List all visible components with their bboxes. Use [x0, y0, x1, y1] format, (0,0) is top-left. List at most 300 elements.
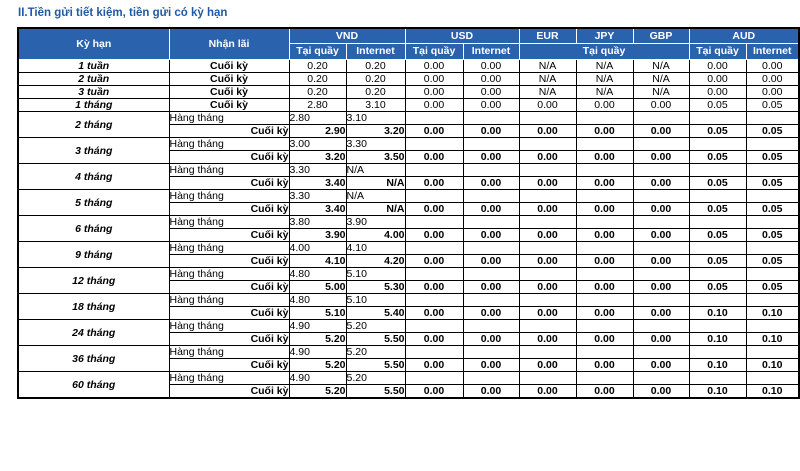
empty-cell [746, 138, 799, 151]
empty-cell [519, 372, 576, 385]
interest-monthly-cell: Hàng tháng [169, 164, 289, 177]
vnd-monthly-counter-cell: 4.80 [289, 268, 346, 281]
vnd-monthly-counter-cell: 4.80 [289, 294, 346, 307]
interest-end-cell: Cuối kỳ [169, 359, 289, 372]
aud-internet-cell: 0.05 [746, 229, 799, 242]
empty-cell [746, 216, 799, 229]
aud-counter-cell: 0.05 [689, 255, 746, 268]
vnd-monthly-counter-cell: 4.00 [289, 242, 346, 255]
table-row [18, 112, 799, 125]
table-row [18, 86, 799, 99]
usd-internet-cell: 0.00 [463, 177, 519, 190]
gbp-cell: 0.00 [633, 307, 689, 320]
interest-monthly-cell: Hàng tháng [169, 372, 289, 385]
empty-cell [519, 138, 576, 151]
gbp-cell: 0.00 [633, 229, 689, 242]
gbp-cell: 0.00 [633, 359, 689, 372]
usd-internet-cell: 0.00 [463, 307, 519, 320]
term-cell: 3 tháng [18, 138, 169, 164]
empty-cell [746, 268, 799, 281]
eur-cell: 0.00 [519, 307, 576, 320]
table-row [18, 99, 799, 112]
empty-cell [746, 294, 799, 307]
interest-cell: Cuối kỳ [169, 99, 289, 112]
eur-cell: 0.00 [519, 255, 576, 268]
empty-cell [576, 294, 633, 307]
usd-counter-cell: 0.00 [405, 385, 463, 399]
interest-monthly-cell: Hàng tháng [169, 294, 289, 307]
empty-cell [689, 138, 746, 151]
usd-counter-cell: 0.00 [405, 99, 463, 112]
term-cell: 2 tuần [18, 73, 169, 86]
vnd-monthly-counter-cell: 3.30 [289, 164, 346, 177]
vnd-monthly-internet-cell: 4.10 [346, 242, 405, 255]
gbp-cell: 0.00 [633, 203, 689, 216]
vnd-internet-cell: 0.20 [346, 60, 405, 73]
vnd-counter-cell: 3.20 [289, 151, 346, 164]
aud-counter-cell: 0.05 [689, 151, 746, 164]
empty-cell [519, 294, 576, 307]
vnd-counter-cell: 5.00 [289, 281, 346, 294]
empty-cell [633, 190, 689, 203]
gbp-cell: 0.00 [633, 281, 689, 294]
jpy-cell: 0.00 [576, 307, 633, 320]
interest-monthly-cell: Hàng tháng [169, 346, 289, 359]
interest-end-cell: Cuối kỳ [169, 255, 289, 268]
usd-internet-cell: 0.00 [463, 99, 519, 112]
interest-end-cell: Cuối kỳ [169, 307, 289, 320]
vnd-counter-cell: 2.80 [289, 99, 346, 112]
gbp-cell: N/A [633, 73, 689, 86]
table-row [18, 268, 799, 281]
empty-cell [576, 112, 633, 125]
term-cell: 18 tháng [18, 294, 169, 320]
aud-counter-header: Tại quầy [689, 44, 746, 60]
usd-internet-cell: 0.00 [463, 60, 519, 73]
interest-end-cell: Cuối kỳ [169, 125, 289, 138]
vnd-internet-cell: 3.10 [346, 99, 405, 112]
empty-cell [463, 190, 519, 203]
empty-cell [689, 268, 746, 281]
empty-cell [519, 346, 576, 359]
eur-cell: 0.00 [519, 229, 576, 242]
interest-monthly-cell: Hàng tháng [169, 190, 289, 203]
vnd-counter-cell: 5.20 [289, 359, 346, 372]
empty-cell [689, 346, 746, 359]
usd-counter-cell: 0.00 [405, 73, 463, 86]
vnd-monthly-counter-cell: 4.90 [289, 346, 346, 359]
usd-counter-cell: 0.00 [405, 333, 463, 346]
jpy-cell: 0.00 [576, 99, 633, 112]
aud-internet-cell: 0.00 [746, 73, 799, 86]
empty-cell [405, 372, 463, 385]
empty-cell [463, 138, 519, 151]
aud-counter-cell: 0.00 [689, 86, 746, 99]
jpy-cell: 0.00 [576, 333, 633, 346]
vnd-monthly-internet-cell: 3.10 [346, 112, 405, 125]
usd-counter-cell: 0.00 [405, 229, 463, 242]
eur-cell: 0.00 [519, 151, 576, 164]
empty-cell [519, 190, 576, 203]
vnd-monthly-internet-cell: 3.90 [346, 216, 405, 229]
empty-cell [463, 320, 519, 333]
vnd-internet-cell: 0.20 [346, 73, 405, 86]
empty-cell [576, 372, 633, 385]
vnd-internet-header: Internet [346, 44, 405, 60]
usd-internet-cell: 0.00 [463, 281, 519, 294]
aud-internet-cell: 0.05 [746, 203, 799, 216]
vnd-monthly-counter-cell: 3.00 [289, 138, 346, 151]
vnd-monthly-internet-cell: 5.20 [346, 346, 405, 359]
gbp-cell: 0.00 [633, 385, 689, 399]
jpy-cell: 0.00 [576, 385, 633, 399]
gbp-cell: 0.00 [633, 125, 689, 138]
interest-end-cell: Cuối kỳ [169, 229, 289, 242]
empty-cell [463, 112, 519, 125]
aud-counter-cell: 0.05 [689, 203, 746, 216]
empty-cell [746, 242, 799, 255]
jpy-cell: N/A [576, 73, 633, 86]
empty-cell [519, 112, 576, 125]
vnd-internet-cell: 5.50 [346, 359, 405, 372]
empty-cell [463, 346, 519, 359]
interest-end-cell: Cuối kỳ [169, 333, 289, 346]
empty-cell [519, 242, 576, 255]
usd-internet-cell: 0.00 [463, 86, 519, 99]
aud-counter-cell: 0.10 [689, 385, 746, 399]
eur-cell: N/A [519, 60, 576, 73]
usd-internet-cell: 0.00 [463, 229, 519, 242]
empty-cell [689, 372, 746, 385]
empty-cell [746, 320, 799, 333]
aud-internet-cell: 0.10 [746, 359, 799, 372]
vnd-counter-cell: 0.20 [289, 60, 346, 73]
vnd-counter-cell: 5.10 [289, 307, 346, 320]
usd-internet-cell: 0.00 [463, 255, 519, 268]
empty-cell [633, 138, 689, 151]
empty-cell [405, 294, 463, 307]
empty-cell [633, 268, 689, 281]
empty-cell [519, 216, 576, 229]
interest-end-cell: Cuối kỳ [169, 177, 289, 190]
empty-cell [405, 190, 463, 203]
vnd-monthly-internet-cell: 5.10 [346, 294, 405, 307]
vnd-counter-cell: 0.20 [289, 73, 346, 86]
jpy-header: JPY [576, 28, 633, 44]
usd-internet-cell: 0.00 [463, 73, 519, 86]
empty-cell [633, 216, 689, 229]
empty-cell [689, 190, 746, 203]
vnd-monthly-internet-cell: 5.20 [346, 372, 405, 385]
vnd-counter-header: Tại quầy [289, 44, 346, 60]
vnd-monthly-counter-cell: 3.30 [289, 190, 346, 203]
interest-end-cell: Cuối kỳ [169, 151, 289, 164]
table-row [18, 138, 799, 151]
usd-counter-header: Tại quầy [405, 44, 463, 60]
usd-internet-cell: 0.00 [463, 385, 519, 399]
jpy-cell: N/A [576, 60, 633, 73]
interest-monthly-cell: Hàng tháng [169, 216, 289, 229]
interest-monthly-cell: Hàng tháng [169, 242, 289, 255]
empty-cell [746, 164, 799, 177]
eur-cell: 0.00 [519, 359, 576, 372]
aud-internet-cell: 0.00 [746, 86, 799, 99]
interest-end-cell: Cuối kỳ [169, 281, 289, 294]
empty-cell [463, 242, 519, 255]
gbp-cell: 0.00 [633, 255, 689, 268]
aud-counter-cell: 0.05 [689, 281, 746, 294]
interest-monthly-cell: Hàng tháng [169, 112, 289, 125]
empty-cell [689, 216, 746, 229]
term-cell: 2 tháng [18, 112, 169, 138]
aud-internet-cell: 0.10 [746, 307, 799, 320]
eur-header: EUR [519, 28, 576, 44]
term-cell: 4 tháng [18, 164, 169, 190]
table-row [18, 294, 799, 307]
usd-counter-cell: 0.00 [405, 281, 463, 294]
usd-internet-cell: 0.00 [463, 359, 519, 372]
empty-cell [576, 242, 633, 255]
jpy-cell: 0.00 [576, 229, 633, 242]
jpy-cell: 0.00 [576, 151, 633, 164]
vnd-monthly-counter-cell: 4.90 [289, 372, 346, 385]
vnd-counter-cell: 3.40 [289, 177, 346, 190]
interest-monthly-cell: Hàng tháng [169, 138, 289, 151]
eur-cell: 0.00 [519, 385, 576, 399]
interest-monthly-cell: Hàng tháng [169, 320, 289, 333]
usd-internet-header: Internet [463, 44, 519, 60]
aud-internet-cell: 0.05 [746, 151, 799, 164]
aud-counter-cell: 0.10 [689, 307, 746, 320]
table-row [18, 73, 799, 86]
table-row [18, 320, 799, 333]
interest-cell: Cuối kỳ [169, 60, 289, 73]
jpy-cell: 0.00 [576, 255, 633, 268]
section-title: II.Tiền gửi tiết kiệm, tiền gửi có kỳ hạn [18, 7, 228, 19]
empty-cell [689, 242, 746, 255]
empty-cell [519, 164, 576, 177]
empty-cell [576, 320, 633, 333]
empty-cell [576, 164, 633, 177]
interest-cell: Cuối kỳ [169, 73, 289, 86]
empty-cell [405, 320, 463, 333]
aud-header: AUD [689, 28, 799, 44]
empty-cell [633, 112, 689, 125]
empty-cell [463, 372, 519, 385]
table-row [18, 372, 799, 385]
interest-end-cell: Cuối kỳ [169, 203, 289, 216]
empty-cell [463, 216, 519, 229]
empty-cell [746, 346, 799, 359]
vnd-internet-cell: 5.50 [346, 385, 405, 399]
vnd-internet-cell: 4.20 [346, 255, 405, 268]
vnd-internet-cell: 3.50 [346, 151, 405, 164]
usd-internet-cell: 0.00 [463, 203, 519, 216]
usd-counter-cell: 0.00 [405, 151, 463, 164]
aud-counter-cell: 0.10 [689, 359, 746, 372]
eur-cell: 0.00 [519, 177, 576, 190]
table-row [18, 216, 799, 229]
gbp-cell: 0.00 [633, 151, 689, 164]
empty-cell [405, 268, 463, 281]
usd-counter-cell: 0.00 [405, 359, 463, 372]
empty-cell [576, 190, 633, 203]
term-cell: 24 tháng [18, 320, 169, 346]
empty-cell [463, 164, 519, 177]
empty-cell [633, 242, 689, 255]
vnd-counter-cell: 3.90 [289, 229, 346, 242]
eur-cell: N/A [519, 86, 576, 99]
vnd-monthly-counter-cell: 2.80 [289, 112, 346, 125]
interest-header: Nhận lãi [169, 28, 289, 60]
table-row [18, 346, 799, 359]
vnd-internet-cell: 0.20 [346, 86, 405, 99]
term-cell: 1 tuần [18, 60, 169, 73]
eur-cell: 0.00 [519, 125, 576, 138]
eur-cell: 0.00 [519, 333, 576, 346]
vnd-counter-cell: 0.20 [289, 86, 346, 99]
vnd-counter-cell: 5.20 [289, 385, 346, 399]
empty-cell [746, 112, 799, 125]
aud-internet-cell: 0.05 [746, 255, 799, 268]
eur-cell: N/A [519, 73, 576, 86]
vnd-counter-cell: 2.90 [289, 125, 346, 138]
usd-counter-cell: 0.00 [405, 203, 463, 216]
jpy-cell: 0.00 [576, 177, 633, 190]
aud-internet-cell: 0.00 [746, 60, 799, 73]
gbp-header: GBP [633, 28, 689, 44]
vnd-internet-cell: N/A [346, 177, 405, 190]
vnd-counter-cell: 3.40 [289, 203, 346, 216]
usd-header: USD [405, 28, 519, 44]
gbp-cell: N/A [633, 60, 689, 73]
term-header: Kỳ hạn [18, 28, 169, 60]
empty-cell [405, 242, 463, 255]
empty-cell [689, 294, 746, 307]
usd-counter-cell: 0.00 [405, 307, 463, 320]
aud-internet-header: Internet [746, 44, 799, 60]
vnd-monthly-internet-cell: 5.10 [346, 268, 405, 281]
empty-cell [633, 320, 689, 333]
usd-internet-cell: 0.00 [463, 151, 519, 164]
usd-internet-cell: 0.00 [463, 333, 519, 346]
other-counter-header: Tại quầy [519, 44, 689, 60]
table-row [18, 164, 799, 177]
table-row [18, 242, 799, 255]
interest-cell: Cuối kỳ [169, 86, 289, 99]
vnd-internet-cell: 3.20 [346, 125, 405, 138]
empty-cell [746, 372, 799, 385]
vnd-monthly-internet-cell: 3.30 [346, 138, 405, 151]
aud-counter-cell: 0.05 [689, 99, 746, 112]
vnd-internet-cell: N/A [346, 203, 405, 216]
eur-cell: 0.00 [519, 99, 576, 112]
rates-table [17, 27, 800, 399]
vnd-internet-cell: 5.50 [346, 333, 405, 346]
term-cell: 60 tháng [18, 372, 169, 399]
vnd-monthly-counter-cell: 3.80 [289, 216, 346, 229]
vnd-internet-cell: 4.00 [346, 229, 405, 242]
gbp-cell: 0.00 [633, 177, 689, 190]
empty-cell [746, 190, 799, 203]
interest-end-cell: Cuối kỳ [169, 385, 289, 399]
gbp-cell: 0.00 [633, 333, 689, 346]
jpy-cell: 0.00 [576, 125, 633, 138]
aud-internet-cell: 0.05 [746, 125, 799, 138]
aud-counter-cell: 0.05 [689, 125, 746, 138]
term-cell: 12 tháng [18, 268, 169, 294]
usd-counter-cell: 0.00 [405, 177, 463, 190]
empty-cell [576, 268, 633, 281]
usd-counter-cell: 0.00 [405, 86, 463, 99]
aud-counter-cell: 0.05 [689, 229, 746, 242]
aud-internet-cell: 0.05 [746, 99, 799, 112]
vnd-monthly-counter-cell: 4.90 [289, 320, 346, 333]
term-cell: 1 tháng [18, 99, 169, 112]
empty-cell [633, 294, 689, 307]
vnd-internet-cell: 5.40 [346, 307, 405, 320]
aud-internet-cell: 0.10 [746, 385, 799, 399]
term-cell: 5 tháng [18, 190, 169, 216]
empty-cell [405, 138, 463, 151]
eur-cell: 0.00 [519, 281, 576, 294]
term-cell: 36 tháng [18, 346, 169, 372]
aud-internet-cell: 0.05 [746, 177, 799, 190]
interest-monthly-cell: Hàng tháng [169, 268, 289, 281]
empty-cell [633, 164, 689, 177]
usd-counter-cell: 0.00 [405, 60, 463, 73]
vnd-internet-cell: 5.30 [346, 281, 405, 294]
eur-cell: 0.00 [519, 203, 576, 216]
empty-cell [633, 372, 689, 385]
vnd-monthly-internet-cell: N/A [346, 190, 405, 203]
aud-counter-cell: 0.10 [689, 333, 746, 346]
aud-internet-cell: 0.10 [746, 333, 799, 346]
term-cell: 9 tháng [18, 242, 169, 268]
table-row [18, 190, 799, 203]
empty-cell [405, 112, 463, 125]
term-cell: 3 tuần [18, 86, 169, 99]
vnd-monthly-internet-cell: N/A [346, 164, 405, 177]
vnd-counter-cell: 4.10 [289, 255, 346, 268]
empty-cell [405, 216, 463, 229]
jpy-cell: N/A [576, 86, 633, 99]
empty-cell [689, 112, 746, 125]
empty-cell [519, 268, 576, 281]
aud-internet-cell: 0.05 [746, 281, 799, 294]
empty-cell [576, 346, 633, 359]
jpy-cell: 0.00 [576, 359, 633, 372]
empty-cell [463, 268, 519, 281]
empty-cell [576, 138, 633, 151]
gbp-cell: 0.00 [633, 99, 689, 112]
empty-cell [519, 320, 576, 333]
usd-counter-cell: 0.00 [405, 125, 463, 138]
usd-internet-cell: 0.00 [463, 125, 519, 138]
aud-counter-cell: 0.00 [689, 60, 746, 73]
table-row [18, 60, 799, 73]
aud-counter-cell: 0.00 [689, 73, 746, 86]
empty-cell [689, 164, 746, 177]
empty-cell [633, 346, 689, 359]
aud-counter-cell: 0.05 [689, 177, 746, 190]
vnd-header: VND [289, 28, 405, 44]
empty-cell [576, 216, 633, 229]
empty-cell [405, 346, 463, 359]
jpy-cell: 0.00 [576, 203, 633, 216]
empty-cell [463, 294, 519, 307]
usd-counter-cell: 0.00 [405, 255, 463, 268]
